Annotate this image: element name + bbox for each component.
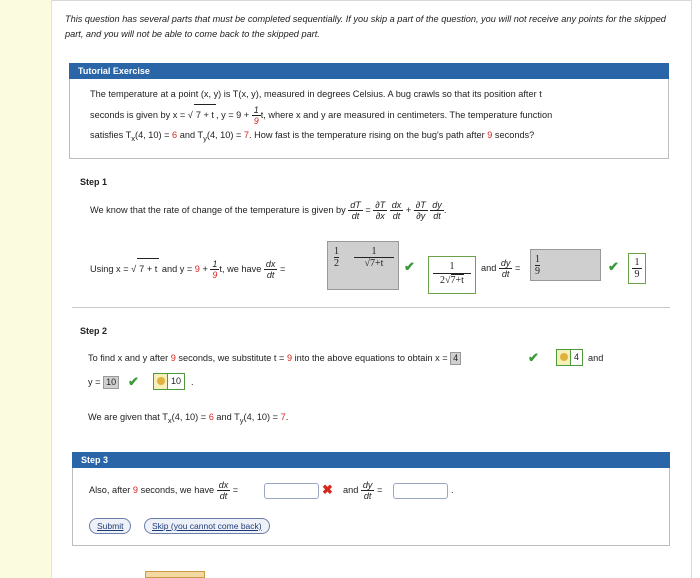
incorrect-x-icon: ✖ [322, 482, 333, 497]
y-correct-answer: 10 [167, 373, 185, 390]
dydt-input[interactable] [393, 483, 448, 499]
step2-y-line: y = 10 [88, 372, 119, 392]
step1-and-dydt: and $\frac{dy}{dt}$ = [481, 258, 521, 280]
check-icon: ✔ [404, 259, 415, 274]
step2-find-line: To find x and y after 9 seconds, we substitute t = 9 into the above equations to obtain x = 4 [88, 348, 461, 368]
dxdt-input[interactable] [264, 483, 319, 499]
period: . [191, 377, 194, 387]
instructions-text: This question has several parts that must be completed sequentially. If you skip a part of the question, you will not receive any points for the skipped part, and you will not be able to come back to the skipped part. [65, 14, 666, 39]
step2-given-line: We are given that $T_x(4$, 10) = 6 and $T_y(4$, 10) = 7. [88, 412, 289, 425]
problem-line-2: seconds is given by x = √ 7 + t , y = 9 + $\frac{1}{9}$ t, where x and y are measured in centimeters. The temperature function [90, 105, 553, 127]
step3-also-line: Also, after 9 seconds, we have $\frac{dx}{dt}$ = [89, 480, 239, 502]
top-border [52, 0, 692, 1]
dydt-correct-answer: 1 9 [628, 253, 646, 284]
dxdt-entered-answer: 1 2 1 √7+t [327, 241, 399, 290]
x-entered-value: 4 [450, 352, 461, 365]
submit-button[interactable]: Submit [89, 518, 131, 534]
problem-line-1: The temperature at a point (x, y) is T(x, y), measured in degrees Celsius. A bug crawls so that its position after t [90, 89, 542, 99]
y-entered-value: 10 [103, 376, 119, 389]
check-icon: ✔ [528, 350, 539, 365]
problem-line-3: satisfies $T_x(4$, 10) = 6 and $T_y(4$, 10) = 7. How fast is the temperature rising on the bug's path after 9 seconds? [90, 130, 535, 143]
dydt-entered-answer: 1 9 [530, 249, 601, 281]
check-icon: ✔ [608, 259, 619, 274]
skip-button[interactable]: Skip (you cannot come back) [144, 518, 270, 534]
need-help-button[interactable] [145, 571, 205, 578]
left-margin-bar [0, 0, 52, 578]
step1-using-line: Using x = √ 7 + t and y = 9 + $\frac{1}{9}$ t, we have $\frac{dx}{dt}$ = [90, 259, 286, 281]
step2-title: Step 2 [80, 326, 108, 336]
step3-and-dydt: and $\frac{dy}{dt}$ = [343, 480, 383, 502]
step1-rate-line: We know that the rate of change of the temperature is given by $\frac{dT}{dt}$ = $\frac{\partial T}{\partial x}$ $\frac{dx}{dt}$ + $\frac{\partial T}{\partial y}$ $\frac{dy}{dt}$ . [90, 200, 447, 222]
right-border [691, 0, 692, 578]
step1-title: Step 1 [80, 177, 108, 187]
check-icon: ✔ [128, 374, 139, 389]
divider [72, 307, 670, 308]
tutorial-header: Tutorial Exercise [69, 63, 669, 79]
and-label: and [588, 353, 604, 363]
x-correct-answer: 4 [570, 349, 583, 366]
dxdt-correct-answer: 1 2√7+t [428, 256, 476, 294]
step3-header: Step 3 [72, 452, 670, 468]
